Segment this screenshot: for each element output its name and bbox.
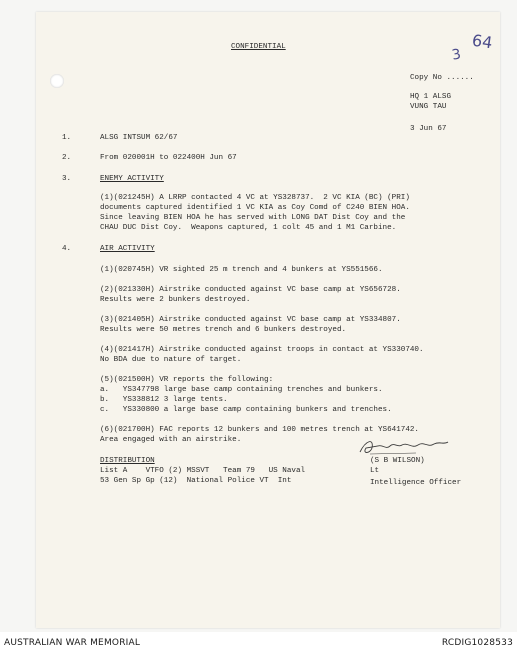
handwritten-mark: 64	[470, 30, 494, 53]
text-line: (6)(021700H) FAC reports 12 bunkers and 100 metres trench at YS641742.	[100, 426, 419, 434]
item-number: 3.	[62, 175, 72, 183]
text-line: (1)(020745H) VR sighted 25 m trench and 4 bunkers at YS551566.	[100, 266, 383, 274]
text-line: (1)(021245H) A LRRP contacted 4 VC at YS328737. 2 VC KIA (BC) (PRI)	[100, 194, 410, 202]
text-line: documents captured identified 1 VC KIA as Coy Comd of C240 BIEN HOA.	[100, 204, 410, 212]
unit-name: HQ 1 ALSG	[410, 93, 452, 101]
text-line: (2)(021330H) Airstrike conducted against VC base camp at YS656728.	[100, 286, 401, 294]
item-text: From 020001H to 022400H Jun 67	[100, 154, 237, 162]
handwritten-mark: 3	[450, 46, 463, 64]
signatory-name: (S B WILSON)	[370, 457, 425, 465]
item-number: 2.	[62, 154, 72, 162]
unit-location: VUNG TAU	[410, 103, 447, 111]
classification-heading: CONFIDENTIAL	[231, 43, 286, 51]
signatory-title: Intelligence Officer	[370, 479, 462, 487]
document-date: 3 Jun 67	[410, 125, 447, 133]
text-line: (5)(021500H) VR reports the following:	[100, 376, 274, 384]
text-line: No BDA due to nature of target.	[100, 356, 242, 364]
archive-id: RCDIG1028533	[441, 638, 513, 648]
section-heading: ENEMY ACTIVITY	[100, 175, 164, 183]
text-line: b. YS338812 3 large tents.	[100, 396, 228, 404]
text-line: c. YS330800 a large base camp containing bunkers and trenches.	[100, 406, 392, 414]
item-number: 4.	[62, 245, 72, 253]
archive-credit: AUSTRALIAN WAR MEMORIAL	[4, 638, 141, 648]
text-line: CHAU DUC Dist Coy. Weapons captured, 1 colt 45 and 1 M1 Carbine.	[100, 224, 397, 232]
item-text: ALSG INTSUM 62/67	[100, 134, 178, 142]
text-line: Results were 50 metres trench and 6 bunkers destroyed.	[100, 326, 347, 334]
item-number: 1.	[62, 134, 72, 142]
signatory-rank: Lt	[370, 467, 380, 475]
text-line: Results were 2 bunkers destroyed.	[100, 296, 251, 304]
text-line: Since leaving BIEN HOA he has served with LONG DAT Dist Coy and the	[100, 214, 406, 222]
text-line: (3)(021405H) Airstrike conducted against VC base camp at YS334807.	[100, 316, 401, 324]
text-line: Area engaged with an airstrike.	[100, 436, 242, 444]
handwritten-signature	[356, 436, 452, 458]
text-line: (4)(021417H) Airstrike conducted against troops in contact at YS330740.	[100, 346, 424, 354]
distribution-line: 53 Gen Sp Gp (12) National Police VT Int	[100, 477, 292, 485]
distribution-line: List A VTFO (2) MSSVT Team 79 US Naval	[100, 467, 306, 475]
section-heading: AIR ACTIVITY	[100, 245, 155, 253]
text-line: a. YS347798 large base camp containing trenches and bunkers.	[100, 386, 383, 394]
distribution-heading: DISTRIBUTION	[100, 457, 155, 465]
punch-hole	[50, 74, 64, 88]
copy-number: Copy No ......	[410, 74, 474, 82]
